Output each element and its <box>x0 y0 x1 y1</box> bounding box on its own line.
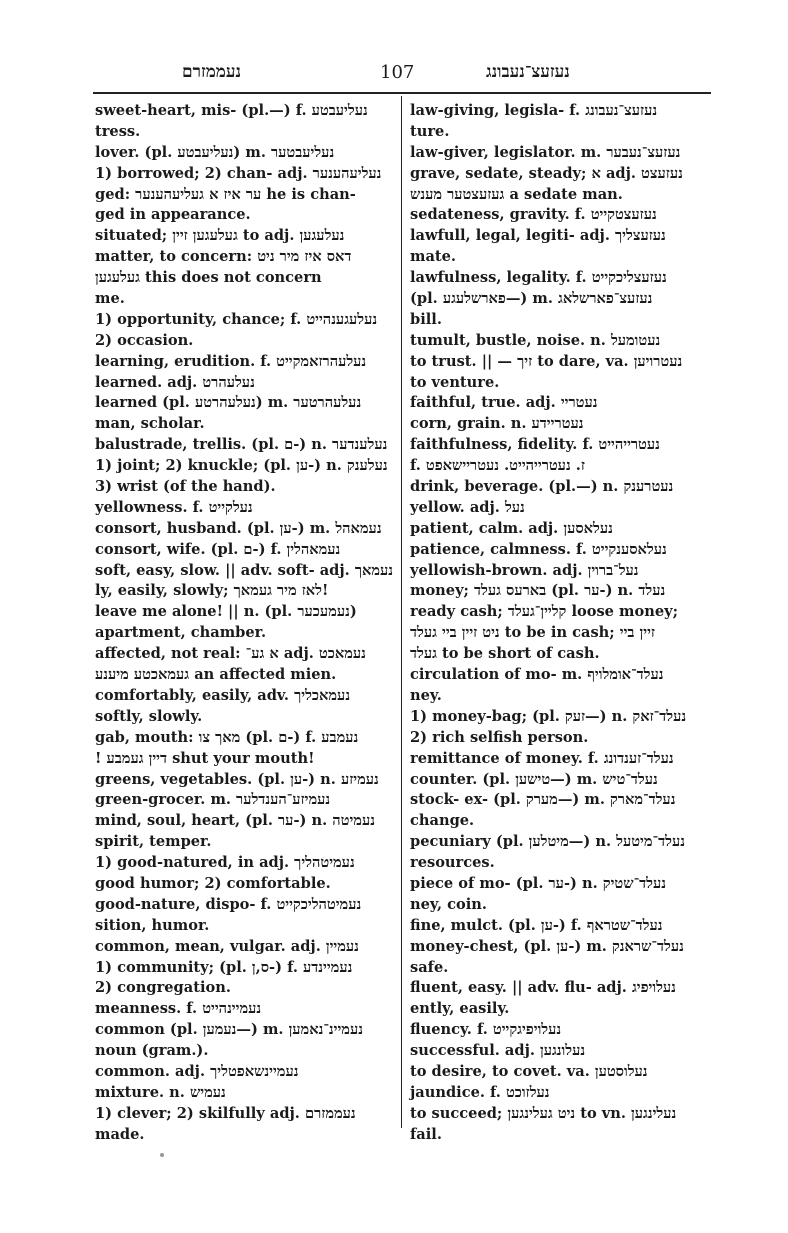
entry-line: good-nature, dispo- f. נעמיטהליכקייט <box>95 895 362 913</box>
entry-line: ney. <box>410 686 442 704</box>
entry-line: learning, erudition. f. נעלעהרזאמקייט <box>95 352 367 370</box>
entry-line: 1) joint; 2) knuckle; (pl. ען-) n. נעלענק <box>95 457 388 475</box>
entry-line: patient, calm. adj. נעלאסען <box>410 519 613 537</box>
entry-line: pecuniary (pl. מיטלען—) n. נעלד־מיטעל <box>410 833 685 851</box>
entry-line: common, mean, vulgar. adj. נעמיין <box>95 937 359 955</box>
entry-line: ture. <box>410 122 450 140</box>
entry-line: money-chest, (pl. ען-) m. נעלד־שראנק <box>410 937 684 955</box>
entry-line: learned (pl. נעלעהרטע) m. נעלעהרטער <box>95 394 362 412</box>
entry-line: 3) wrist (of the hand). <box>95 478 276 496</box>
entry-line: piece of mo- (pl. ער-) n. נעלד־שטיק <box>410 874 667 892</box>
entry-line: bill. <box>410 310 442 328</box>
entry-line: געלד to be short of cash. <box>410 645 600 663</box>
entry-line: spirit, temper. <box>95 833 212 851</box>
entry-line: (pl. פארשלעגע—) m. נעזעצ־פארשלאג <box>410 290 653 308</box>
entry-line: jaundice. f. נעלזוכט <box>410 1083 550 1101</box>
entry-line: greens, vegetables. (pl. ען-) n. נעמיזע <box>95 770 379 788</box>
entry-line: faithful, true. adj. נעטריי <box>410 394 598 412</box>
entry-line: me. <box>95 290 125 308</box>
entry-line: noun (gram.). <box>95 1042 209 1060</box>
entry-line: corn, grain. n. נעטריידע <box>410 415 584 433</box>
entry-line: ! דיין געמבע shut your mouth! <box>95 749 315 767</box>
entry-line: gab, mouth: מאך צו (pl. ם-) f. נעמבע <box>95 728 359 746</box>
entry-line: ly, easily, slowly; לאז מיר געמאך! <box>95 582 329 600</box>
entry-line: remittance of money. f. נעלד־זענדונג <box>410 749 674 767</box>
entry-line: 1) good-natured, in adj. נעמיטהליך <box>95 854 355 872</box>
entry-line: sweet-heart, mis- (pl.—) f. נעליעבטע <box>95 102 368 119</box>
entry-line: common. adj. נעמיינשאפטליך <box>95 1062 299 1080</box>
entry-line: stock- ex- (pl. מערק—) m. נעלד־מארק <box>410 791 676 809</box>
entry-line: matter, to concern: דאס איז מיר ניט <box>95 248 352 266</box>
entry-line: 2) occasion. <box>95 331 194 349</box>
entry-line: resources. <box>410 854 495 872</box>
entry-line: sedateness, gravity. f. נעזעצטקייט <box>410 206 657 224</box>
entry-line: affected, not real: א גע־ adj. נעמאכט <box>95 645 366 663</box>
entry-line: mixture. n. נעמיש <box>95 1083 226 1101</box>
entry-line: change. <box>410 812 475 830</box>
entry-line: common (pl. נעמען—) m. נעמיינ־נאמען <box>95 1021 363 1039</box>
entry-line: געזעצטער מענש a sedate man. <box>410 185 623 203</box>
entry-line: drink, beverage. (pl.—) n. נעטרענק <box>410 478 674 496</box>
entry-line: ged: ער איז א געליעהענער he is chan- <box>95 185 356 203</box>
page-speck <box>160 1153 164 1157</box>
running-head-left: נעממזרם <box>182 62 242 82</box>
entry-line: successful. adj. נעלונגען <box>410 1042 586 1060</box>
entry-line: lawfull, legal, legiti- adj. נעזעצליך <box>410 227 666 245</box>
entry-line: ently, easily. <box>410 1000 510 1018</box>
entry-line: safe. <box>410 958 449 976</box>
entry-line: fail. <box>410 1125 442 1143</box>
entry-line: to desire, to covet. va. נעלוסטען <box>410 1062 648 1080</box>
entry-line: grave, sedate, steady; א adj. נעזעצט <box>410 164 683 182</box>
entry-line: lover. (pl. נעליעבטע) m. נעליעבטער <box>95 143 335 161</box>
entry-line: consort, wife. (pl. ם-) f. נעמאהלין <box>95 540 341 558</box>
entry-line: money; בארעס געלד (pl. ער-) n. נעלד <box>410 582 666 600</box>
entry-line: learned. adj. נעלעהרט <box>95 373 255 391</box>
entry-line: comfortably, easily, adv. נעמאכליך <box>95 686 351 704</box>
entry-line: ready cash; קליין־געלד loose money; <box>410 603 678 621</box>
entry-line: 2) rich selfish person. <box>410 728 589 746</box>
entry-line: 1) borrowed; 2) chan- adj. נעליעהענער <box>95 164 382 182</box>
entry-line: counter. (pl. טישען—) m. נעלד־טיש <box>410 770 658 788</box>
entry-line: situated; געלעגען זיין to adj. נעלעגען <box>95 227 345 245</box>
entry-line: good humor; 2) comfortable. <box>95 874 331 892</box>
left-column <box>95 101 395 1143</box>
entry-line: 2) congregation. <box>95 979 231 997</box>
entry-line: fluency. f. נעלויפיגקייט <box>410 1021 562 1039</box>
entry-line: ney, coin. <box>410 895 487 913</box>
entry-line: to trust. || — זיך to dare, va. נעטרויען <box>410 352 683 370</box>
entry-line: 1) opportunity, chance; f. נעלעגענהייט <box>95 310 378 328</box>
entry-line: law-giving, legisla- f. נעזעצ־נעבונג <box>410 102 658 119</box>
entry-line: f. ז. נעטרייהייט. נעטריישאפט <box>410 457 585 475</box>
entry-line: faithfulness, fidelity. f. נעטרייהייט <box>410 436 660 454</box>
entry-line: balustrade, trellis. (pl. ם-) n. נעלענדער <box>95 436 388 454</box>
entry-line: lawfulness, legality. f. נעזעצליכקייט <box>410 269 667 287</box>
entry-line: tress. <box>95 122 141 140</box>
entry-line: to succeed; ניט געלינגען to vn. נעלינגען <box>410 1104 677 1122</box>
entry-line: to venture. <box>410 373 500 391</box>
entry-line: consort, husband. (pl. ען-) m. נעמאהל <box>95 519 382 537</box>
running-head-right: נעזעצ־נעבונג <box>486 62 570 82</box>
entry-line: softly, slowly. <box>95 707 203 725</box>
entry-line: tumult, bustle, noise. n. נעטומעל <box>410 331 661 349</box>
entry-line: green-grocer. m. נעמיזע־הענדלער <box>95 791 331 809</box>
page-number: 107 <box>380 62 415 83</box>
entry-line: ged in appearance. <box>95 206 251 224</box>
entry-line: patience, calmness. f. נעלאסענקייט <box>410 540 667 558</box>
entry-line: sition, humor. <box>95 916 210 934</box>
entry-line: meanness. f. נעמיינהייט <box>95 1000 262 1018</box>
entry-line: 1) clever; 2) skilfully adj. נעממזרם <box>95 1104 356 1122</box>
entry-line: 1) community; (pl. ס,ן-) f. נעמיינדע <box>95 958 353 976</box>
entry-line: ניט זיין ביי געלד to be in cash; זיין ביי <box>410 624 655 642</box>
entry-line: fluent, easy. || adv. flu- adj. נעלויפיג <box>410 979 676 997</box>
entry-line: law-giver, legislator. m. נעזעצ־נעבער <box>410 143 681 161</box>
right-column <box>410 101 710 1143</box>
entry-line: געמאכטע מיענע an affected mien. <box>95 666 337 684</box>
entry-line: fine, mulct. (pl. ען-) f. נעלד־שטראף <box>410 916 663 934</box>
entry-line: soft, easy, slow. || adv. soft- adj. נעמאך <box>95 561 394 579</box>
entry-line: yellow. adj. נעל <box>410 498 525 516</box>
entry-line: mate. <box>410 248 457 266</box>
entry-line: yellowish-brown. adj. נעל־ברוין <box>410 561 639 579</box>
entry-line: 1) money-bag; (pl. זעק—) n. נעלד־זאק <box>410 707 687 725</box>
entry-line: man, scholar. <box>95 415 205 433</box>
column-divider <box>401 96 402 1128</box>
entry-line: made. <box>95 1125 145 1143</box>
entry-line: apartment, chamber. <box>95 624 267 642</box>
entry-line: געלעגען this does not concern <box>95 269 322 287</box>
entry-line: mind, soul, heart, (pl. ער-) n. נעמיטה <box>95 812 375 830</box>
entry-line: leave me alone! || n. (pl. נעמעכער) <box>95 603 357 621</box>
header-rule <box>93 92 711 94</box>
entry-line: circulation of mo- m. נעלד־אומלויף <box>410 666 664 684</box>
entry-line: yellowness. f. נעלקייט <box>95 498 253 516</box>
